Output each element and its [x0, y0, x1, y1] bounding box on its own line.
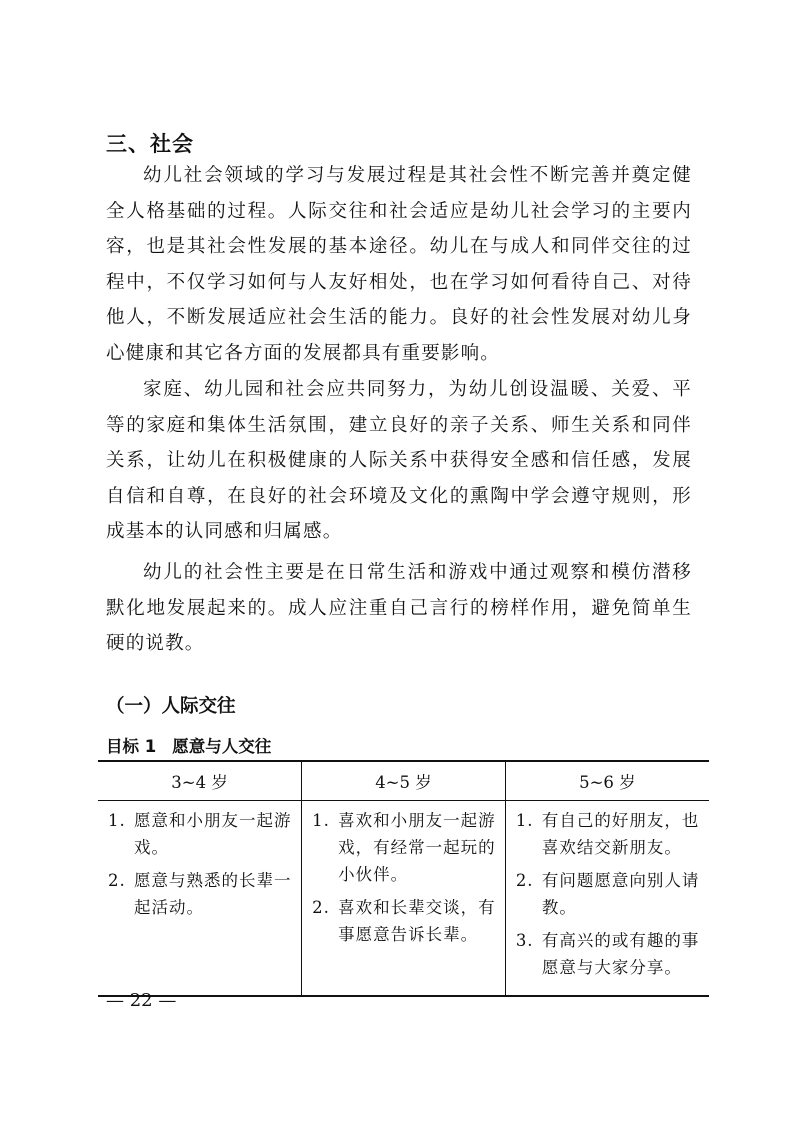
section-title: 三、社会: [106, 132, 194, 156]
item-number: 2.: [312, 898, 330, 917]
header-age-4-5: 4~5 岁: [302, 761, 506, 801]
item-number: 2.: [108, 871, 126, 890]
item-number: 1.: [515, 811, 534, 830]
item-text: 愿意和小朋友一起游戏。: [134, 811, 292, 857]
list-item: [512, 807, 703, 861]
cell-age-3-4: [98, 801, 302, 997]
goals-table: [98, 760, 709, 997]
item-text: 有高兴的或有趣的事愿意与大家分享。: [541, 931, 700, 977]
list-item: [308, 807, 499, 888]
paragraph-3: 幼儿的社会性主要是在日常生活和游戏中通过观察和模仿潜移默化地发展起来的。成人应注重自己言行的榜样作用，避免简单生硬的说教。: [106, 562, 692, 654]
item-text: 喜欢和小朋友一起游戏，有经常一起玩的小伙伴。: [338, 811, 496, 884]
subsection-title: （一）人际交往: [106, 696, 236, 717]
table-row: [98, 801, 709, 997]
page-number: — 22 —: [106, 990, 177, 1011]
list-item: [104, 867, 295, 921]
item-number: 1.: [312, 811, 330, 830]
cell-age-5-6: [505, 801, 709, 997]
goal-heading: [106, 733, 271, 757]
item-text: 愿意与熟悉的长辈一起活动。: [134, 871, 292, 917]
list-item: [104, 807, 295, 861]
item-number: 3.: [515, 931, 534, 950]
item-number: 2.: [515, 871, 534, 890]
list-item: [512, 927, 703, 981]
list-item: [308, 894, 499, 948]
item-text: 有问题愿意向别人请教。: [541, 871, 700, 917]
item-number: 1.: [108, 811, 126, 830]
paragraph-2: 家庭、幼儿园和社会应共同努力，为幼儿创设温暖、关爱、平等的家庭和集体生活氛围，建立良好的亲子关系、师生关系和同伴关系，让幼儿在积极健康的人际关系中获得安全感和信任感，发展自信和自尊，在良好的社会环境及文化的熏陶中学会遵守规则，形成基本的认同感和归属感。: [106, 379, 692, 542]
header-age-5-6: 5~6 岁: [505, 761, 709, 801]
goal-label: 目标 1: [106, 737, 157, 756]
item-text: 喜欢和长辈交谈，有事愿意告诉长辈。: [338, 898, 496, 944]
goal-title: 愿意与人交往: [172, 737, 272, 756]
paragraph-1: 幼儿社会领域的学习与发展过程是其社会性不断完善并奠定健全人格基础的过程。人际交往和社会适应是幼儿社会学习的主要内容，也是其社会性发展的基本途径。幼儿在与成人和同伴交往的过程中，不仅学习如何与人友好相处，也在学习如何看待自己、对待他人，不断发展适应社会生活的能力。良好的社会性发展对幼儿身心健康和其它各方面的发展都具有重要影响。: [106, 165, 692, 364]
cell-age-4-5: [302, 801, 506, 997]
header-age-3-4: 3~4 岁: [98, 761, 302, 801]
table-header-row: [98, 761, 709, 801]
list-item: [512, 867, 703, 921]
item-text: 有自己的好朋友，也喜欢结交新朋友。: [541, 811, 700, 857]
